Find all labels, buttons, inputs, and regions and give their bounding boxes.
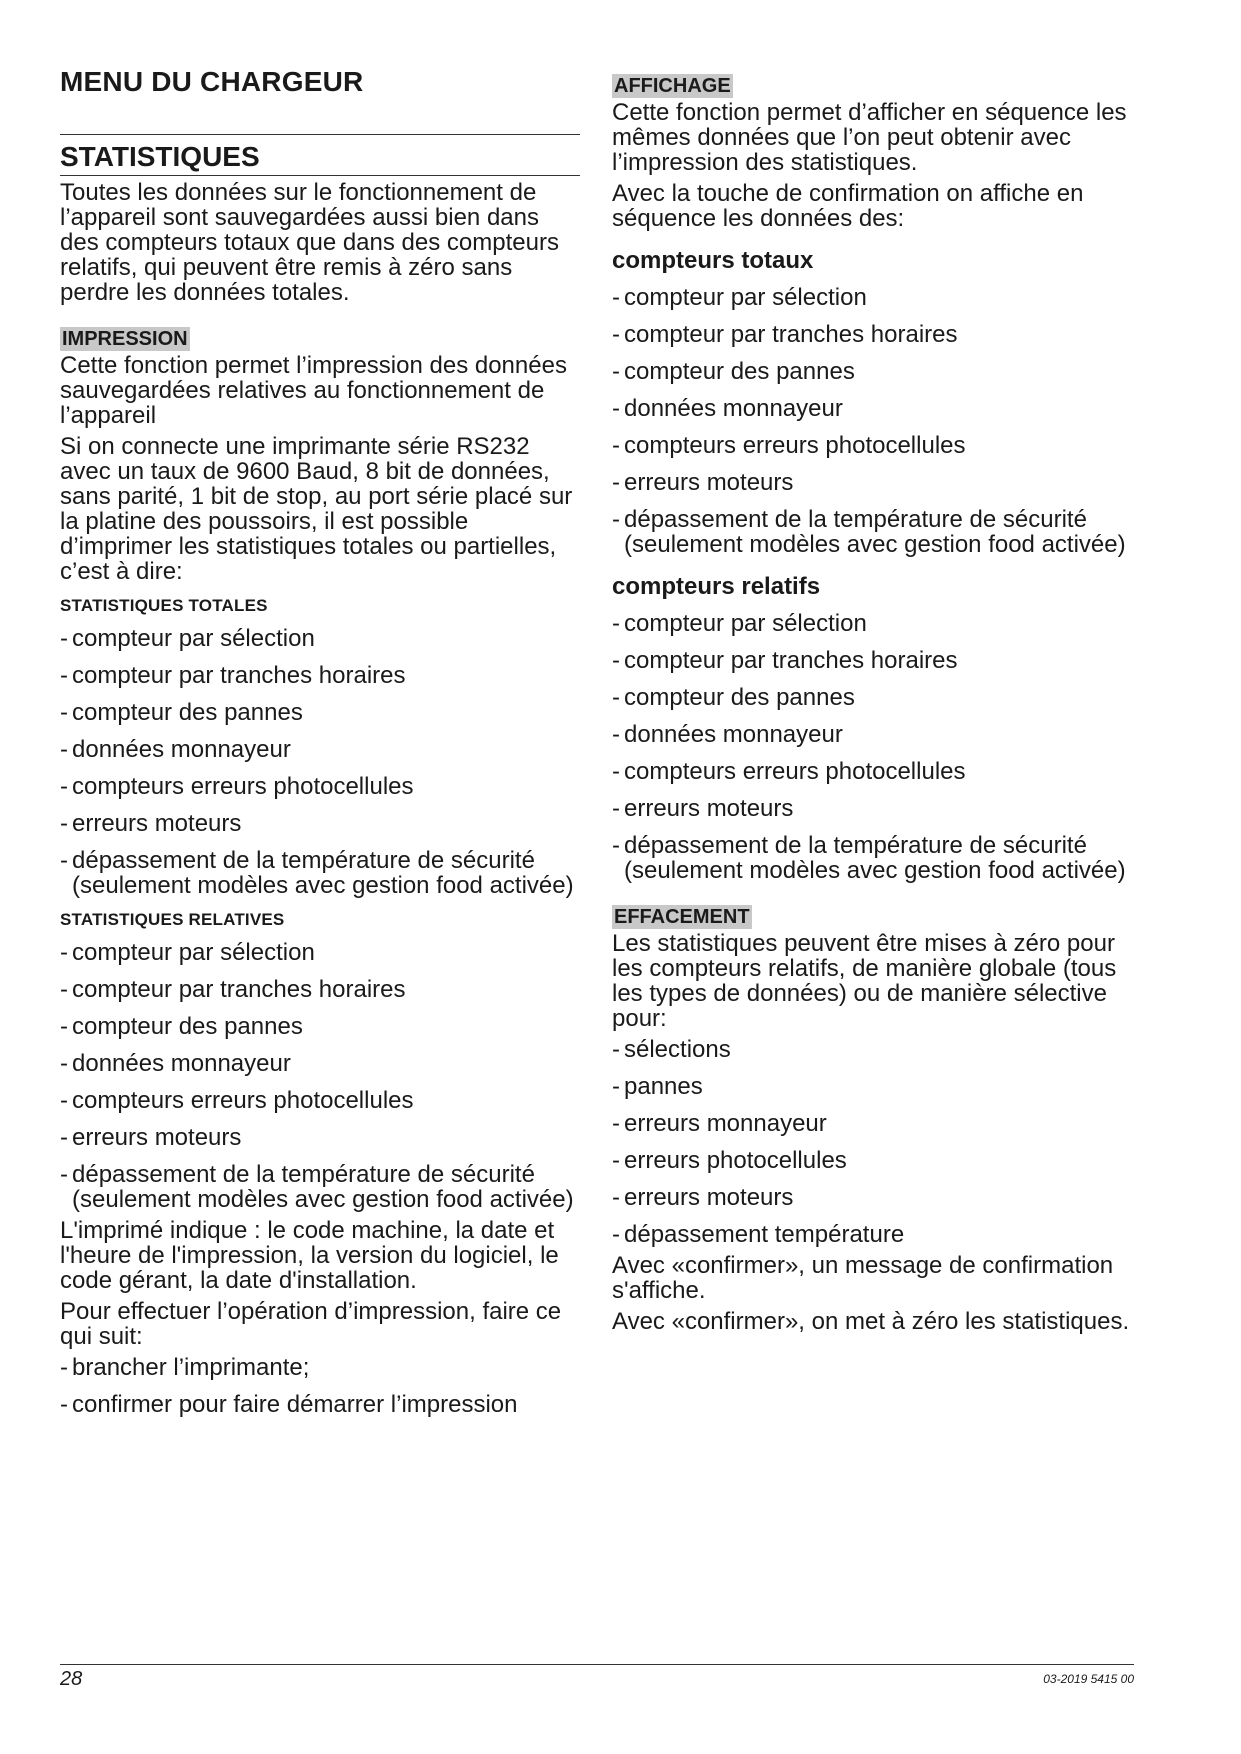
list-item: - erreurs moteurs bbox=[612, 470, 1142, 495]
list-item: - brancher l’imprimante; bbox=[60, 1355, 580, 1380]
list-item: - dépassement de la température de sécurité (seulement modèles avec gestion food activée) bbox=[60, 848, 580, 898]
effacement-paragraph-2: Avec «confirmer», un message de confirmation s'affiche. bbox=[612, 1252, 1114, 1304]
list-item: - compteurs erreurs photocellules bbox=[60, 774, 580, 799]
relatives-list bbox=[60, 940, 580, 1212]
intro-paragraph: Toutes les données sur le fonctionnement de l’appareil sont sauvegardées aussi bien dans des compteurs totaux que dans des compteurs relatifs, qui peuvent être remis à zéro sans perdre les données totales. bbox=[60, 179, 559, 306]
effacement-paragraph-1: Les statistiques peuvent être mises à zéro pour les compteurs relatifs, de manière globale (tous les types de données) ou de manière sélective pour: bbox=[612, 930, 1117, 1032]
list-item: - compteurs erreurs photocellules bbox=[612, 433, 1142, 458]
section-title: STATISTIQUES bbox=[60, 134, 580, 176]
list-item: - dépassement de la température de sécurité (seulement modèles avec gestion food activée) bbox=[612, 833, 1142, 883]
list-item: - compteur par sélection bbox=[60, 626, 580, 651]
list-item: - compteur des pannes bbox=[60, 700, 580, 725]
list-item: - erreurs moteurs bbox=[612, 1185, 1142, 1210]
list-item: - erreurs moteurs bbox=[612, 796, 1142, 821]
totales-list bbox=[60, 626, 580, 898]
affichage-paragraph-2: Avec la touche de confirmation on affiche en séquence les données des: bbox=[612, 180, 1084, 232]
list-item: - compteur par tranches horaires bbox=[60, 663, 580, 688]
left-column bbox=[60, 66, 580, 1429]
list-item: - dépassement de la température de sécurité (seulement modèles avec gestion food activée) bbox=[612, 507, 1142, 557]
list-item: - dépassement de la température de sécurité (seulement modèles avec gestion food activée) bbox=[60, 1162, 580, 1212]
list-item: - confirmer pour faire démarrer l’impression bbox=[60, 1392, 580, 1417]
list-item: - compteurs erreurs photocellules bbox=[60, 1088, 580, 1113]
affichage-paragraph-1: Cette fonction permet d’afficher en séquence les mêmes données que l’on peut obtenir avec l’impression des statistiques. bbox=[612, 99, 1127, 176]
list-item: - compteur par tranches horaires bbox=[612, 322, 1142, 347]
list-item: - erreurs monnayeur bbox=[612, 1111, 1142, 1136]
footer-divider bbox=[60, 1664, 1134, 1665]
page-title: MENU DU CHARGEUR bbox=[60, 66, 364, 97]
relatifs-list bbox=[612, 611, 1142, 883]
list-item: - erreurs moteurs bbox=[60, 1125, 580, 1150]
list-item: - compteur par sélection bbox=[612, 611, 1142, 636]
impression-paragraph-2: Si on connecte une imprimante série RS232 avec un taux de 9600 Baud, 8 bit de données, sans parité, 1 bit de stop, au port série placé sur la platine des poussoirs, il est possible d’imprimer les statistiques totales ou partielles, c’est à dire: bbox=[60, 433, 573, 585]
list-item: - données monnayeur bbox=[60, 737, 580, 762]
list-item: - compteur des pannes bbox=[612, 685, 1142, 710]
list-item: - compteur des pannes bbox=[60, 1014, 580, 1039]
totales-heading: STATISTIQUES TOTALES bbox=[60, 596, 268, 615]
affichage-heading: AFFICHAGE bbox=[614, 75, 731, 97]
effacement-list bbox=[612, 1037, 1142, 1247]
list-item: - données monnayeur bbox=[60, 1051, 580, 1076]
list-item: - sélections bbox=[612, 1037, 1142, 1062]
list-item: - erreurs moteurs bbox=[60, 811, 580, 836]
impression-paragraph-3: L'imprimé indique : le code machine, la date et l'heure de l'impression, la version du logiciel, le code gérant, la date d'installation. bbox=[60, 1217, 559, 1294]
document-code: 03-2019 5415 00 bbox=[1043, 1672, 1134, 1686]
list-item: - compteur par sélection bbox=[612, 285, 1142, 310]
impression-paragraph-1: Cette fonction permet l’impression des données sauvegardées relatives au fonctionnement de l’appareil bbox=[60, 352, 567, 429]
relatives-heading: STATISTIQUES RELATIVES bbox=[60, 910, 285, 929]
list-item: - données monnayeur bbox=[612, 396, 1142, 421]
list-item: - compteur par tranches horaires bbox=[60, 977, 580, 1002]
totaux-list bbox=[612, 285, 1142, 557]
impression-heading: IMPRESSION bbox=[62, 328, 188, 350]
effacement-heading: EFFACEMENT bbox=[614, 906, 750, 928]
list-item: - compteurs erreurs photocellules bbox=[612, 759, 1142, 784]
list-item: - dépassement température bbox=[612, 1222, 1142, 1247]
page-number: 28 bbox=[60, 1668, 83, 1690]
list-item: - compteur des pannes bbox=[612, 359, 1142, 384]
list-item: - compteur par sélection bbox=[60, 940, 580, 965]
list-item: - données monnayeur bbox=[612, 722, 1142, 747]
impression-paragraph-4: Pour effectuer l’opération d’impression, faire ce qui suit: bbox=[60, 1298, 562, 1350]
right-column bbox=[612, 74, 1142, 1340]
totaux-heading: compteurs totaux bbox=[612, 247, 814, 274]
relatifs-heading: compteurs relatifs bbox=[612, 573, 821, 600]
list-item: - erreurs photocellules bbox=[612, 1148, 1142, 1173]
effacement-paragraph-3: Avec «confirmer», on met à zéro les statistiques. bbox=[612, 1308, 1130, 1335]
steps-list bbox=[60, 1355, 580, 1417]
list-item: - pannes bbox=[612, 1074, 1142, 1099]
list-item: - compteur par tranches horaires bbox=[612, 648, 1142, 673]
